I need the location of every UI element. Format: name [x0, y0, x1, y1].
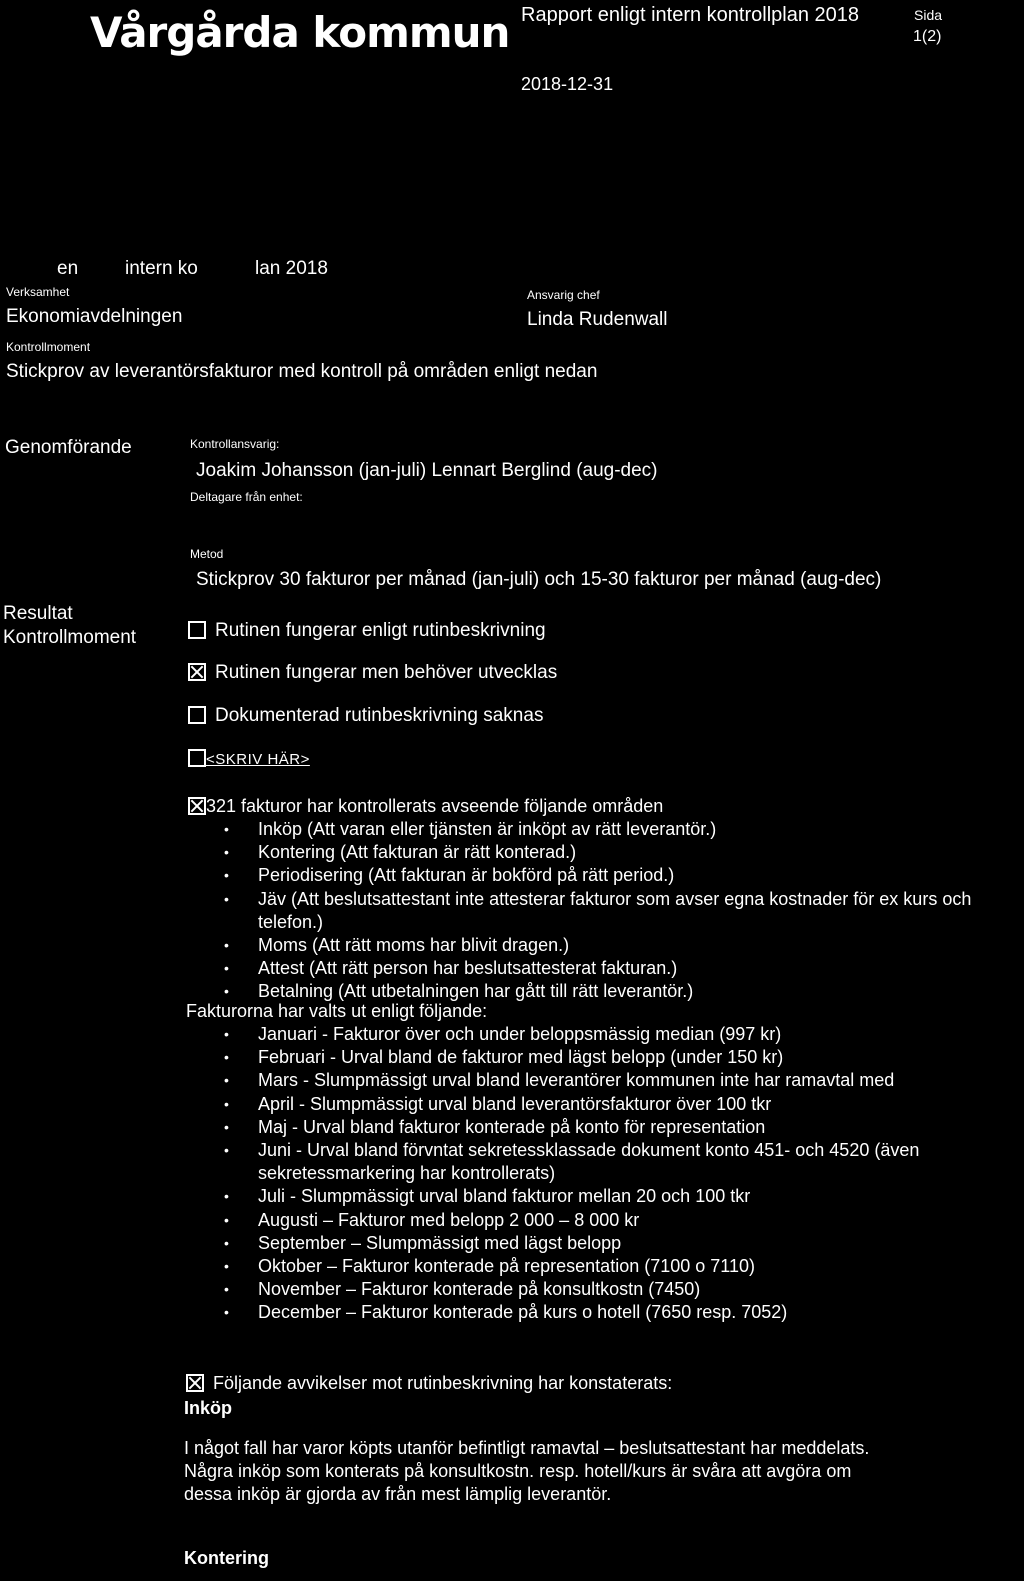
verksamhet-label: Verksamhet [6, 285, 70, 299]
genomforande-label: Genomförande [5, 437, 132, 458]
list-item: • April - Slumpmässigt urval bland leverantörsfakturor över 100 tkr [224, 1093, 1024, 1116]
inkop-text: I något fall har varor köpts utanför befintligt ramavtal – beslutsattestant har meddelats. Några inköp som konterats på konsultkostn. resp. hotell/kurs är svåra att avgöra om dessa inköp är gjorda av från mest lämplig leverantör. [184, 1438, 870, 1504]
selection-list [224, 1023, 1024, 1325]
list-item: • Maj - Urval bland fakturor konterade på konto för representation [224, 1116, 1024, 1139]
metod-value: Stickprov 30 fakturor per månad (jan-juli) och 15-30 fakturor per månad (aug-dec) [196, 569, 882, 590]
option-label: Dokumenterad rutinbeskrivning saknas [215, 705, 544, 726]
option-rutinen-fungerar[interactable] [188, 620, 546, 642]
kontrollmoment-label: Kontrollmoment [6, 340, 91, 354]
checkbox-checked-icon[interactable] [188, 663, 206, 681]
report-title: Rapport enligt intern kontrollplan 2018 [521, 4, 859, 26]
inkop-heading: Inköp [184, 1398, 232, 1418]
heading-fragment-2: intern ko [125, 258, 198, 279]
kontrollansvarig-label: Kontrollansvarig: [190, 437, 280, 451]
list-item: • Juni - Urval bland förvntat sekretessklassade dokument konto 451- och 4520 (även sekretessmarkering har kontrollerats) [224, 1139, 1024, 1185]
deltagare-label: Deltagare från enhet: [190, 490, 303, 504]
avvikelser-row [186, 1373, 672, 1394]
checkbox-checked-icon[interactable] [188, 797, 206, 815]
checkbox-unchecked-icon[interactable] [188, 706, 206, 724]
kontrollmoment-value: Stickprov av leverantörsfakturor med kontroll på områden enligt nedan [6, 361, 598, 382]
skriv-har-placeholder[interactable]: <SKRIV HÄR> [206, 751, 310, 768]
list-item: • Attest (Att rätt person har beslutsattesterat fakturan.) [224, 957, 1024, 980]
option-rutinbeskrivning-saknas[interactable] [188, 705, 543, 727]
list-item: • Moms (Att rätt moms har blivit dragen.) [224, 934, 1024, 957]
kontroll-intro-row [188, 796, 663, 817]
option-behover-utvecklas[interactable] [188, 662, 557, 684]
list-item: • Mars - Slumpmässigt urval bland leverantörer kommunen inte har ramavtal med [224, 1069, 1024, 1092]
list-item: • Kontering (Att fakturan är rätt konterad.) [224, 841, 1024, 864]
metod-label: Metod [190, 547, 224, 561]
list-item: • Oktober – Fakturor konterade på representation (7100 o 7110) [224, 1255, 1024, 1278]
kontering-heading: Kontering [184, 1548, 269, 1568]
kontroll-intro: 321 fakturor har kontrollerats avseende följande områden [206, 796, 664, 816]
resultat-kontrollmoment-label: Kontrollmoment [3, 627, 137, 648]
verksamhet-value: Ekonomiavdelningen [6, 306, 183, 327]
resultat-label: Resultat [3, 603, 73, 624]
municipality-logo: Vårgårda kommun [90, 8, 510, 57]
heading-fragment-3: lan 2018 [255, 258, 328, 279]
list-item: • Januari - Fakturor över och under beloppsmässig median (997 kr) [224, 1023, 1024, 1046]
checkbox-unchecked-icon[interactable] [188, 749, 206, 767]
list-item: • November – Fakturor konterade på konsultkostn (7450) [224, 1278, 1024, 1301]
report-date: 2018-12-31 [521, 74, 614, 94]
avvikelser-intro: Följande avvikelser mot rutinbeskrivning har konstaterats: [213, 1373, 673, 1393]
option-label: Rutinen fungerar men behöver utvecklas [215, 662, 558, 683]
ansvarig-chef-value: Linda Rudenwall [527, 309, 668, 330]
ansvarig-chef-label: Ansvarig chef [527, 288, 600, 302]
page-number: 1(2) [913, 28, 942, 45]
list-item: • Februari - Urval bland de fakturor med lägst belopp (under 150 kr) [224, 1046, 1024, 1069]
list-item: • Augusti – Fakturor med belopp 2 000 – 8 000 kr [224, 1209, 1024, 1232]
list-item: • December – Fakturor konterade på kurs o hotell (7650 resp. 7052) [224, 1301, 1024, 1324]
checkbox-unchecked-icon[interactable] [188, 621, 206, 639]
kontrollansvarig-value: Joakim Johansson (jan-juli) Lennart Berglind (aug-dec) [196, 460, 658, 481]
option-label: Rutinen fungerar enligt rutinbeskrivning [215, 620, 546, 641]
list-item: • Betalning (Att utbetalningen har gått till rätt leverantör.) [224, 980, 1024, 1003]
list-item: • Jäv (Att beslutsattestant inte attesterar fakturor som avser egna kostnader för ex kurs och telefon.) [224, 888, 1024, 934]
list-item: • Inköp (Att varan eller tjänsten är inköpt av rätt leverantör.) [224, 818, 1024, 841]
option-skriv-har[interactable] [188, 748, 310, 770]
list-item: • Periodisering (Att fakturan är bokförd på rätt period.) [224, 864, 1024, 887]
selection-intro: Fakturorna har valts ut enligt följande: [186, 1001, 488, 1021]
checkbox-checked-icon[interactable] [186, 1374, 204, 1392]
page-label: Sida [914, 7, 943, 23]
kontroll-areas-list [224, 818, 1024, 1004]
heading-fragment-1: en [57, 258, 79, 279]
list-item: • Juli - Slumpmässigt urval bland fakturor mellan 20 och 100 tkr [224, 1185, 1024, 1208]
list-item: • September – Slumpmässigt med lägst belopp [224, 1232, 1024, 1255]
